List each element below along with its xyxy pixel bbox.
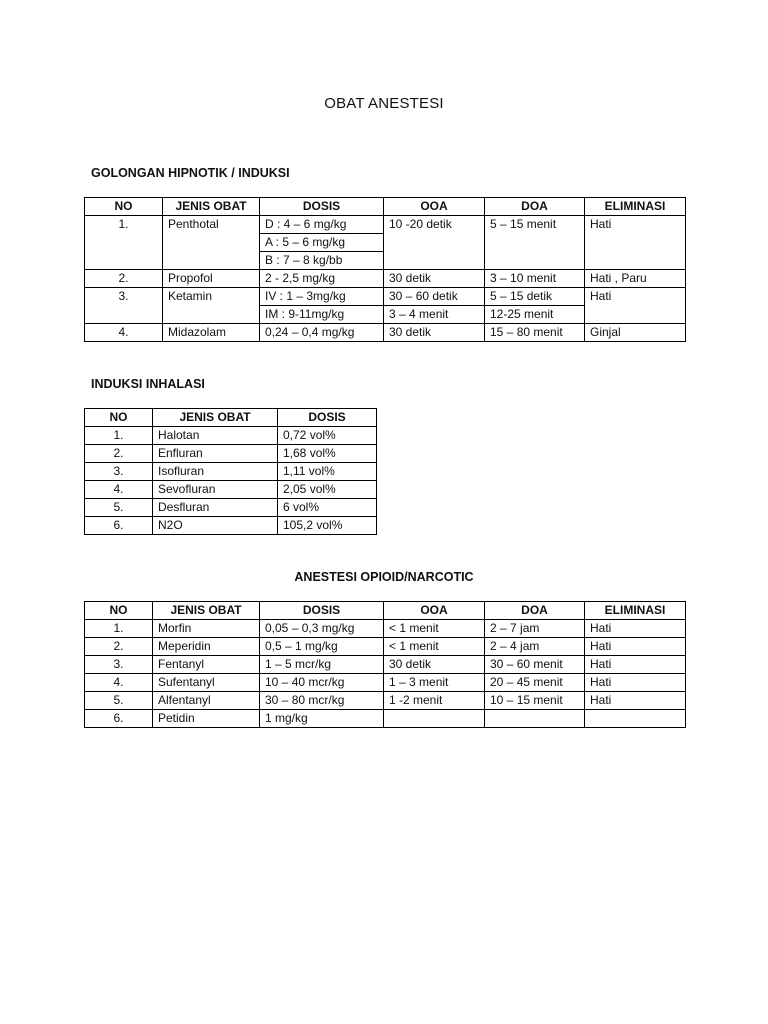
cell-ooa: 30 – 60 detik bbox=[384, 288, 485, 306]
cell-dosis: 0,24 – 0,4 mg/kg bbox=[260, 324, 384, 342]
cell-no: 5. bbox=[85, 692, 153, 710]
cell-no: 1. bbox=[85, 620, 153, 638]
col-header-no: NO bbox=[85, 409, 153, 427]
cell-no: 1. bbox=[85, 216, 163, 270]
cell-eliminasi: Hati bbox=[585, 674, 686, 692]
cell-ooa: 30 detik bbox=[384, 324, 485, 342]
cell-no: 6. bbox=[85, 710, 153, 728]
cell-dosis: 0,05 – 0,3 mg/kg bbox=[260, 620, 384, 638]
cell-ooa: 1 – 3 menit bbox=[384, 674, 485, 692]
table-row bbox=[85, 463, 377, 481]
table-row bbox=[85, 710, 686, 728]
section-heading-hipnotik: GOLONGAN HIPNOTIK / INDUKSI bbox=[91, 166, 290, 180]
table-header-row bbox=[85, 602, 686, 620]
cell-dosis: 10 – 40 mcr/kg bbox=[260, 674, 384, 692]
cell-eliminasi bbox=[585, 710, 686, 728]
table-row bbox=[85, 656, 686, 674]
col-header-jenis-obat: JENIS OBAT bbox=[163, 198, 260, 216]
cell-jenis-obat: Sevofluran bbox=[153, 481, 278, 499]
cell-no: 3. bbox=[85, 463, 153, 481]
cell-eliminasi: Hati bbox=[585, 692, 686, 710]
table-row bbox=[85, 288, 686, 306]
cell-eliminasi: Hati bbox=[585, 638, 686, 656]
cell-dosis: IV : 1 – 3mg/kg bbox=[260, 288, 384, 306]
table-row bbox=[85, 674, 686, 692]
cell-dosis: 1,68 vol% bbox=[278, 445, 377, 463]
cell-jenis-obat: Desfluran bbox=[153, 499, 278, 517]
cell-dosis: B : 7 – 8 kg/bb bbox=[260, 252, 384, 270]
cell-dosis: 1 mg/kg bbox=[260, 710, 384, 728]
cell-jenis-obat: Enfluran bbox=[153, 445, 278, 463]
table-header-row bbox=[85, 409, 377, 427]
table-row bbox=[85, 445, 377, 463]
table-row bbox=[85, 216, 686, 234]
cell-no: 4. bbox=[85, 324, 163, 342]
table-induksi-inhalasi bbox=[84, 408, 377, 535]
cell-dosis: 30 – 80 mcr/kg bbox=[260, 692, 384, 710]
cell-no: 4. bbox=[85, 674, 153, 692]
cell-jenis-obat: Sufentanyl bbox=[153, 674, 260, 692]
cell-ooa: 30 detik bbox=[384, 270, 485, 288]
table-row bbox=[85, 427, 377, 445]
cell-doa: 5 – 15 detik bbox=[485, 288, 585, 306]
cell-no: 2. bbox=[85, 445, 153, 463]
cell-no: 3. bbox=[85, 288, 163, 324]
col-header-dosis: DOSIS bbox=[260, 198, 384, 216]
col-header-dosis: DOSIS bbox=[260, 602, 384, 620]
cell-dosis: D : 4 – 6 mg/kg bbox=[260, 216, 384, 234]
col-header-eliminasi: ELIMINASI bbox=[585, 602, 686, 620]
cell-eliminasi: Hati bbox=[585, 288, 686, 324]
cell-jenis-obat: Halotan bbox=[153, 427, 278, 445]
col-header-doa: DOA bbox=[485, 602, 585, 620]
cell-dosis: 1,11 vol% bbox=[278, 463, 377, 481]
cell-no: 2. bbox=[85, 638, 153, 656]
cell-dosis: 1 – 5 mcr/kg bbox=[260, 656, 384, 674]
col-header-ooa: OOA bbox=[384, 602, 485, 620]
cell-no: 3. bbox=[85, 656, 153, 674]
cell-dosis: 2 - 2,5 mg/kg bbox=[260, 270, 384, 288]
cell-no: 5. bbox=[85, 499, 153, 517]
cell-ooa bbox=[384, 710, 485, 728]
col-header-doa: DOA bbox=[485, 198, 585, 216]
cell-doa: 20 – 45 menit bbox=[485, 674, 585, 692]
cell-doa: 3 – 10 menit bbox=[485, 270, 585, 288]
cell-ooa: 1 -2 menit bbox=[384, 692, 485, 710]
cell-eliminasi: Ginjal bbox=[585, 324, 686, 342]
cell-dosis: A : 5 – 6 mg/kg bbox=[260, 234, 384, 252]
cell-jenis-obat: Petidin bbox=[153, 710, 260, 728]
table-row bbox=[85, 270, 686, 288]
col-header-jenis-obat: JENIS OBAT bbox=[153, 409, 278, 427]
cell-dosis: 2,05 vol% bbox=[278, 481, 377, 499]
table-row bbox=[85, 481, 377, 499]
document-title: OBAT ANESTESI bbox=[324, 95, 444, 112]
col-header-dosis: DOSIS bbox=[278, 409, 377, 427]
cell-doa: 15 – 80 menit bbox=[485, 324, 585, 342]
section-heading-inhalasi: INDUKSI INHALASI bbox=[91, 377, 205, 391]
table-row bbox=[85, 499, 377, 517]
col-header-no: NO bbox=[85, 602, 153, 620]
cell-jenis-obat: Meperidin bbox=[153, 638, 260, 656]
col-header-eliminasi: ELIMINASI bbox=[585, 198, 686, 216]
section-heading-opioid: ANESTESI OPIOID/NARCOTIC bbox=[294, 570, 474, 584]
cell-jenis-obat: Alfentanyl bbox=[153, 692, 260, 710]
cell-ooa: 30 detik bbox=[384, 656, 485, 674]
cell-doa: 5 – 15 menit bbox=[485, 216, 585, 270]
cell-doa: 12-25 menit bbox=[485, 306, 585, 324]
cell-ooa: < 1 menit bbox=[384, 620, 485, 638]
cell-doa: 30 – 60 menit bbox=[485, 656, 585, 674]
col-header-no: NO bbox=[85, 198, 163, 216]
cell-doa: 2 – 7 jam bbox=[485, 620, 585, 638]
cell-dosis: 0,72 vol% bbox=[278, 427, 377, 445]
table-hipnotik-induksi bbox=[84, 197, 686, 342]
cell-no: 1. bbox=[85, 427, 153, 445]
cell-ooa: 3 – 4 menit bbox=[384, 306, 485, 324]
col-header-jenis-obat: JENIS OBAT bbox=[153, 602, 260, 620]
cell-dosis: 6 vol% bbox=[278, 499, 377, 517]
cell-ooa: < 1 menit bbox=[384, 638, 485, 656]
table-row bbox=[85, 692, 686, 710]
cell-ooa: 10 -20 detik bbox=[384, 216, 485, 270]
cell-eliminasi: Hati bbox=[585, 656, 686, 674]
table-row bbox=[85, 324, 686, 342]
cell-jenis-obat: Morfin bbox=[153, 620, 260, 638]
cell-eliminasi: Hati bbox=[585, 620, 686, 638]
cell-jenis-obat: Penthotal bbox=[163, 216, 260, 270]
cell-no: 4. bbox=[85, 481, 153, 499]
cell-jenis-obat: Midazolam bbox=[163, 324, 260, 342]
table-opioid-narcotic bbox=[84, 601, 686, 728]
cell-doa: 10 – 15 menit bbox=[485, 692, 585, 710]
cell-dosis: 0,5 – 1 mg/kg bbox=[260, 638, 384, 656]
cell-eliminasi: Hati , Paru bbox=[585, 270, 686, 288]
cell-doa: 2 – 4 jam bbox=[485, 638, 585, 656]
cell-dosis: 105,2 vol% bbox=[278, 517, 377, 535]
cell-jenis-obat: Isofluran bbox=[153, 463, 278, 481]
cell-jenis-obat: Fentanyl bbox=[153, 656, 260, 674]
cell-no: 2. bbox=[85, 270, 163, 288]
cell-eliminasi: Hati bbox=[585, 216, 686, 270]
cell-jenis-obat: N2O bbox=[153, 517, 278, 535]
table-row bbox=[85, 638, 686, 656]
cell-dosis: IM : 9-11mg/kg bbox=[260, 306, 384, 324]
cell-jenis-obat: Ketamin bbox=[163, 288, 260, 324]
table-header-row bbox=[85, 198, 686, 216]
col-header-ooa: OOA bbox=[384, 198, 485, 216]
table-row bbox=[85, 620, 686, 638]
cell-jenis-obat: Propofol bbox=[163, 270, 260, 288]
cell-no: 6. bbox=[85, 517, 153, 535]
table-row bbox=[85, 517, 377, 535]
cell-doa bbox=[485, 710, 585, 728]
